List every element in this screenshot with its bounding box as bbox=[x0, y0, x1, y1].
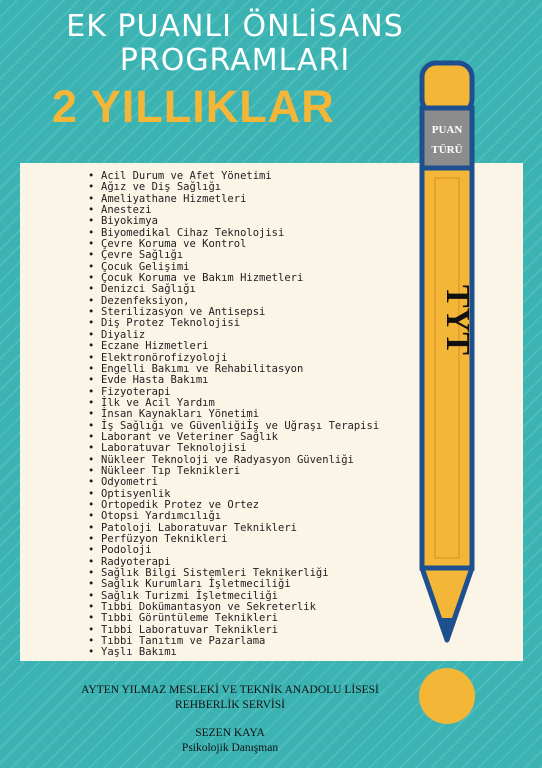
school-info bbox=[0, 683, 460, 713]
bullet-icon: • bbox=[88, 498, 95, 511]
program-name: Fizyoterapi bbox=[101, 385, 171, 398]
bullet-icon: • bbox=[88, 238, 95, 251]
program-name: Çevre Koruma ve Kontrol bbox=[101, 238, 247, 251]
bullet-icon: • bbox=[88, 646, 95, 659]
program-name: Otopsi Yardımcılığı bbox=[101, 510, 222, 523]
bullet-icon: • bbox=[88, 374, 95, 387]
bullet-icon: • bbox=[88, 555, 95, 568]
pencil-icon bbox=[418, 60, 478, 650]
bullet-icon: • bbox=[88, 419, 95, 432]
bullet-icon: • bbox=[88, 533, 95, 545]
bullet-icon: • bbox=[88, 181, 95, 194]
program-name: Biyomedikal Cihaz Teknolojisi bbox=[101, 226, 285, 239]
bullet-icon: • bbox=[88, 215, 95, 228]
bullet-icon: • bbox=[88, 272, 95, 285]
program-name: Çevre Sağlığı bbox=[101, 249, 184, 262]
bullet-icon: • bbox=[88, 521, 95, 534]
pencil-stripe bbox=[435, 178, 459, 558]
bullet-icon: • bbox=[88, 601, 95, 614]
bullet-icon: • bbox=[88, 635, 95, 648]
bullet-icon: • bbox=[88, 340, 95, 353]
program-name: İş Sağlığı ve Güvenliğiİş ve Uğraşı Terapisi bbox=[101, 419, 380, 432]
bullet-icon: • bbox=[88, 453, 95, 466]
score-type-text: TYT bbox=[439, 285, 476, 355]
bullet-icon: • bbox=[88, 317, 95, 330]
title-line-1: EK PUANLI ÖNLİSANS bbox=[66, 9, 404, 44]
program-name: Ağız ve Diş Sağlığı bbox=[101, 181, 222, 194]
bullet-icon: • bbox=[88, 623, 95, 636]
program-name: Patoloji Laboratuvar Teknikleri bbox=[101, 521, 297, 534]
program-name: Çocuk Gelişimi bbox=[101, 260, 190, 273]
program-name: Sağlık Bilgi Sistemleri Teknikerliği bbox=[101, 567, 329, 580]
bullet-icon: • bbox=[88, 328, 95, 341]
program-name: İnsan Kaynakları Yönetimi bbox=[101, 408, 260, 421]
bullet-icon: • bbox=[88, 464, 95, 477]
bullet-icon: • bbox=[88, 544, 95, 557]
title-line-2: PROGRAMLARI bbox=[119, 43, 351, 78]
program-name: Denizci Sağlığı bbox=[101, 283, 196, 296]
bullet-icon: • bbox=[88, 510, 95, 523]
program-name: Tıbbi Görüntüleme Teknikleri bbox=[101, 612, 279, 625]
bullet-icon: • bbox=[88, 226, 95, 239]
program-name: Sterilizasyon ve Antisepsi bbox=[101, 306, 266, 319]
program-name: Optisyenlik bbox=[101, 487, 171, 500]
bullet-icon: • bbox=[88, 430, 95, 443]
program-name: Evde Hasta Bakımı bbox=[101, 374, 209, 387]
program-name: Perfüzyon Teknikleri bbox=[101, 533, 228, 545]
program-name: Anestezi bbox=[101, 204, 152, 217]
program-name: Nükleer Tıp Teknikleri bbox=[101, 464, 241, 477]
program-name: Laboratuvar Teknolojisi bbox=[101, 442, 247, 455]
program-name: Tıbbi Dokümantasyon ve Sekreterlik bbox=[101, 601, 316, 614]
bullet-icon: • bbox=[88, 408, 95, 421]
program-list bbox=[88, 171, 379, 659]
bullet-icon: • bbox=[88, 385, 95, 398]
school-name: AYTEN YILMAZ MESLEKİ VE TEKNİK ANADOLU LİSESİ bbox=[81, 684, 379, 696]
bullet-icon: • bbox=[88, 351, 95, 364]
program-name: Eczane Hizmetleri bbox=[101, 340, 209, 353]
bullet-icon: • bbox=[88, 294, 95, 307]
program-name: Dezenfeksiyon, bbox=[101, 294, 190, 307]
program-name: Laborant ve Veteriner Sağlık bbox=[101, 430, 279, 443]
decorative-circle bbox=[419, 668, 475, 724]
program-name: İlk ve Acil Yardım bbox=[101, 396, 215, 409]
bullet-icon: • bbox=[88, 283, 95, 296]
pencil-ferrule bbox=[422, 108, 472, 168]
score-label-line1: PUAN bbox=[431, 124, 463, 136]
school-department: REHBERLİK SERVİSİ bbox=[175, 699, 285, 711]
bullet-icon: • bbox=[88, 476, 95, 489]
author-title: Psikolojik Danışman bbox=[181, 742, 279, 754]
program-name: Diş Protez Teknolojisi bbox=[101, 317, 241, 330]
bullet-icon: • bbox=[88, 487, 95, 500]
bullet-icon: • bbox=[88, 306, 95, 319]
program-name: Yaşlı Bakımı bbox=[101, 646, 177, 659]
title-highlight: 2 YILLIKLAR bbox=[52, 81, 335, 132]
program-name: Podoloji bbox=[101, 544, 152, 557]
bullet-icon: • bbox=[88, 442, 95, 455]
program-name: Engelli Bakımı ve Rehabilitasyon bbox=[101, 362, 304, 375]
bullet-icon: • bbox=[88, 589, 95, 602]
program-name: Nükleer Teknoloji ve Radyasyon Güvenliği bbox=[101, 453, 354, 466]
program-name: Sağlık Kurumları İşletmeciliği bbox=[101, 578, 291, 591]
program-name: Radyoterapi bbox=[101, 555, 171, 568]
bullet-icon: • bbox=[88, 204, 95, 217]
bullet-icon: • bbox=[88, 567, 95, 580]
bullet-icon: • bbox=[88, 260, 95, 273]
program-name: Diyaliz bbox=[101, 328, 146, 341]
program-name: Ortopedik Protez ve Ortez bbox=[101, 498, 260, 511]
program-name: Tıbbi Laboratuvar Teknikleri bbox=[101, 623, 279, 636]
score-label-line2: TÜRÜ bbox=[431, 144, 463, 156]
program-list-item bbox=[88, 647, 379, 658]
program-name: Sağlık Turizmi İşletmeciliği bbox=[101, 589, 279, 602]
bullet-icon: • bbox=[88, 362, 95, 375]
program-name: Elektronörofizyoloji bbox=[101, 351, 228, 364]
program-name: Biyokimya bbox=[101, 215, 158, 228]
author-info bbox=[0, 726, 460, 756]
bullet-icon: • bbox=[88, 170, 95, 182]
program-name: Acil Durum ve Afet Yönetimi bbox=[101, 170, 272, 182]
bullet-icon: • bbox=[88, 249, 95, 262]
bullet-icon: • bbox=[88, 192, 95, 205]
bullet-icon: • bbox=[88, 396, 95, 409]
bullet-icon: • bbox=[88, 578, 95, 591]
program-name: Tıbbi Tanıtım ve Pazarlama bbox=[101, 635, 266, 648]
bullet-icon: • bbox=[88, 612, 95, 625]
author-name: SEZEN KAYA bbox=[195, 727, 265, 739]
program-name: Çocuk Koruma ve Bakım Hizmetleri bbox=[101, 272, 304, 285]
program-name: Odyometri bbox=[101, 476, 158, 489]
program-name: Ameliyathane Hizmetleri bbox=[101, 192, 247, 205]
